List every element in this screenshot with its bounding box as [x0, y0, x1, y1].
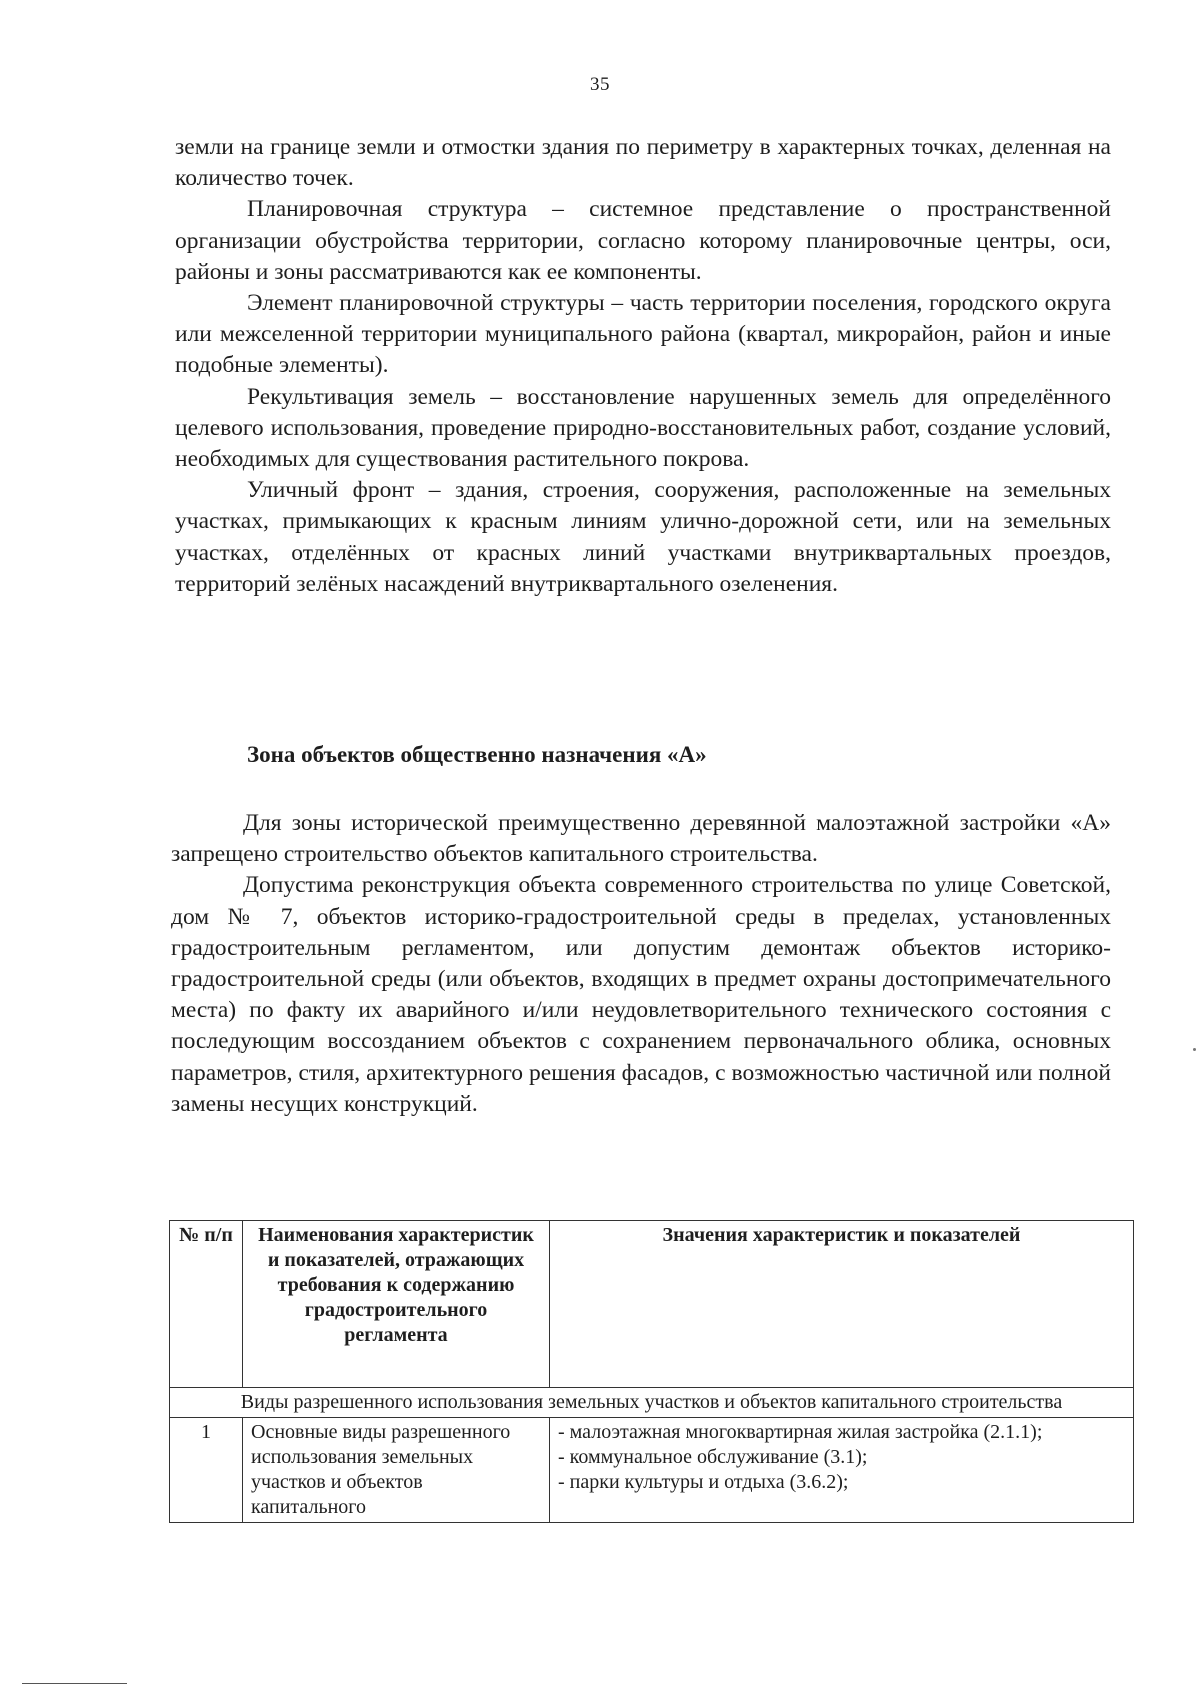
paragraph-planning-element: Элемент планировочной структуры – часть территории поселения, городского округа или межселенной территории муниципального района (квартал, микрорайон, район и иные подобные элементы). — [175, 290, 1111, 379]
paragraph-street-front: Уличный фронт – здания, строения, сооружения, расположенные на земельных участках, примыкающих к красным линиям улично-дорожной сети, или на земельных участках, отделённых от красных линий участками внутриквартальных проездов, территорий зелёных насаждений внутриквартального озеленения. — [175, 477, 1111, 597]
paragraph-zone-prohibition: Для зоны исторической преимущественно деревянной малоэтажной застройки «А» запрещено строительство объектов капитального строительства. — [171, 810, 1111, 868]
header-characteristic-value: Значения характеристик и показателей — [550, 1221, 1134, 1388]
zone-description-block — [171, 808, 1111, 1120]
row-value-line: - коммунальное обслуживание (3.1); — [558, 1446, 868, 1468]
row-value-line: - малоэтажная многоквартирная жилая застройка (2.1.1); — [558, 1421, 1043, 1443]
table-group-row — [170, 1388, 1134, 1418]
paragraph-land-reclamation: Рекультивация земель – восстановление нарушенных земель для определённого целевого использования, проведение природно-восстановительных работ, создание условий, необходимых для существования растительного покрова. — [175, 383, 1111, 473]
footnote-divider — [22, 1683, 127, 1684]
paragraph-zone-reconstruction: Допустима реконструкция объекта современного строительства по улице Советской, дом № 7, объектов историко-градостроительной среды в пределах, установленных градостроительным регламентом, или допустим демонтаж объектов историко-градостроительной среды (или объектов, входящих в предмет охраны достопримечательного места) по факту их аварийного и/или неудовлетворительного технического состояния с последующим воссозданием объектов с сохранением первоначального облика, основных параметров, стиля, архитектурного решения фасадов, с возможностью частичной или полной замены несущих конструкций. — [171, 872, 1111, 1117]
row-values — [550, 1418, 1134, 1523]
paragraph-continuation: земли на границе земли и отмостки здания по периметру в характерных точках, деленная на количество точек. — [175, 134, 1111, 192]
scan-speck — [1193, 1048, 1196, 1051]
paragraph-planning-structure: Планировочная структура – системное представление о пространственной организации обустройства территории, согласно которому планировочные центры, оси, районы и зоны рассматриваются как ее компоненты. — [175, 196, 1111, 285]
row-value-line: - парки культуры и отдыха (3.6.2); — [558, 1471, 849, 1493]
row-name: Основные виды разрешенного использования земельных участков и объектов капитального — [243, 1418, 550, 1523]
regulation-table — [169, 1220, 1134, 1523]
page-number: 35 — [590, 74, 610, 95]
section-heading: Зона объектов общественно назначения «А» — [247, 742, 707, 767]
table-header-row — [170, 1221, 1134, 1388]
header-number: № п/п — [170, 1221, 243, 1388]
row-number: 1 — [170, 1418, 243, 1523]
table-row — [170, 1418, 1134, 1523]
header-characteristic-name: Наименования характеристик и показателей, отражающих требования к содержанию градостроительного регламента — [243, 1221, 550, 1388]
definitions-block — [175, 132, 1111, 600]
group-row-label: Виды разрешенного использования земельных участков и объектов капитального строительства — [170, 1388, 1134, 1418]
